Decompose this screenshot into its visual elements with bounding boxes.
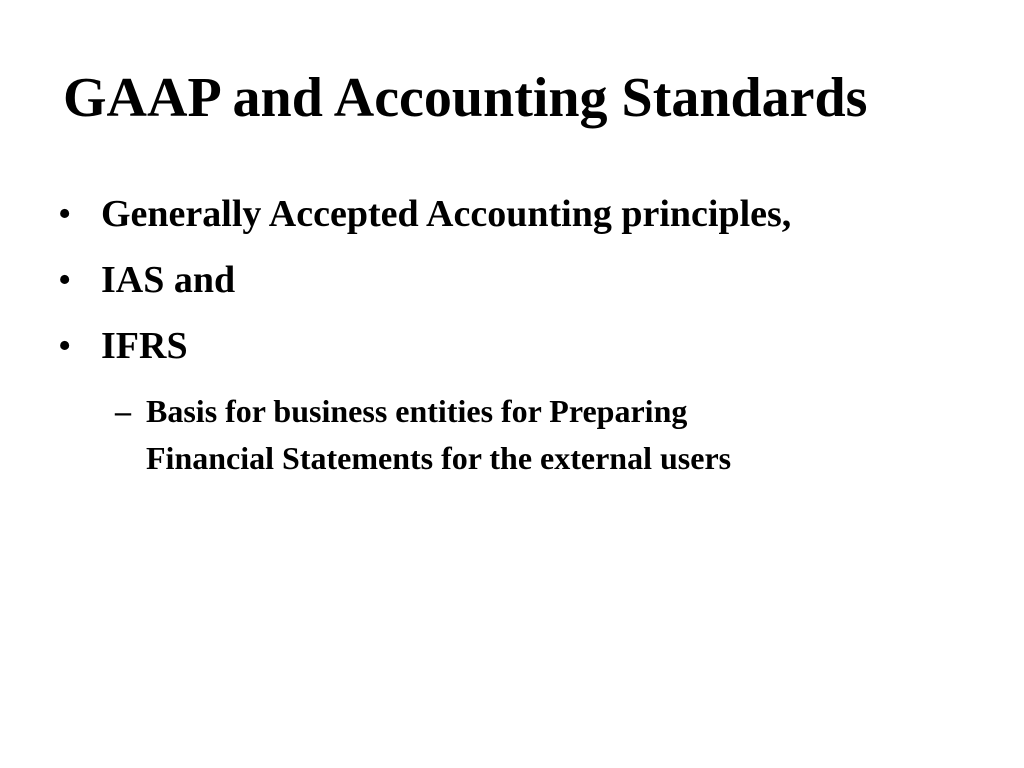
slide-title: GAAP and Accounting Standards [63, 67, 868, 129]
bullet-marker: • [58, 193, 72, 235]
bullet-marker: • [58, 325, 72, 367]
sub-bullet-line: Basis for business entities for Preparing [146, 393, 688, 429]
sub-bullet-text [146, 388, 926, 482]
bullet-text: Generally Accepted Accounting principles, [101, 193, 792, 235]
sub-bullet-line: Financial Statements for the external users [146, 440, 732, 476]
bullet-marker: • [58, 259, 72, 301]
bullet-text: IFRS [101, 325, 188, 367]
sub-bullet-marker: – [115, 393, 131, 429]
bullet-text: IAS and [101, 259, 236, 301]
